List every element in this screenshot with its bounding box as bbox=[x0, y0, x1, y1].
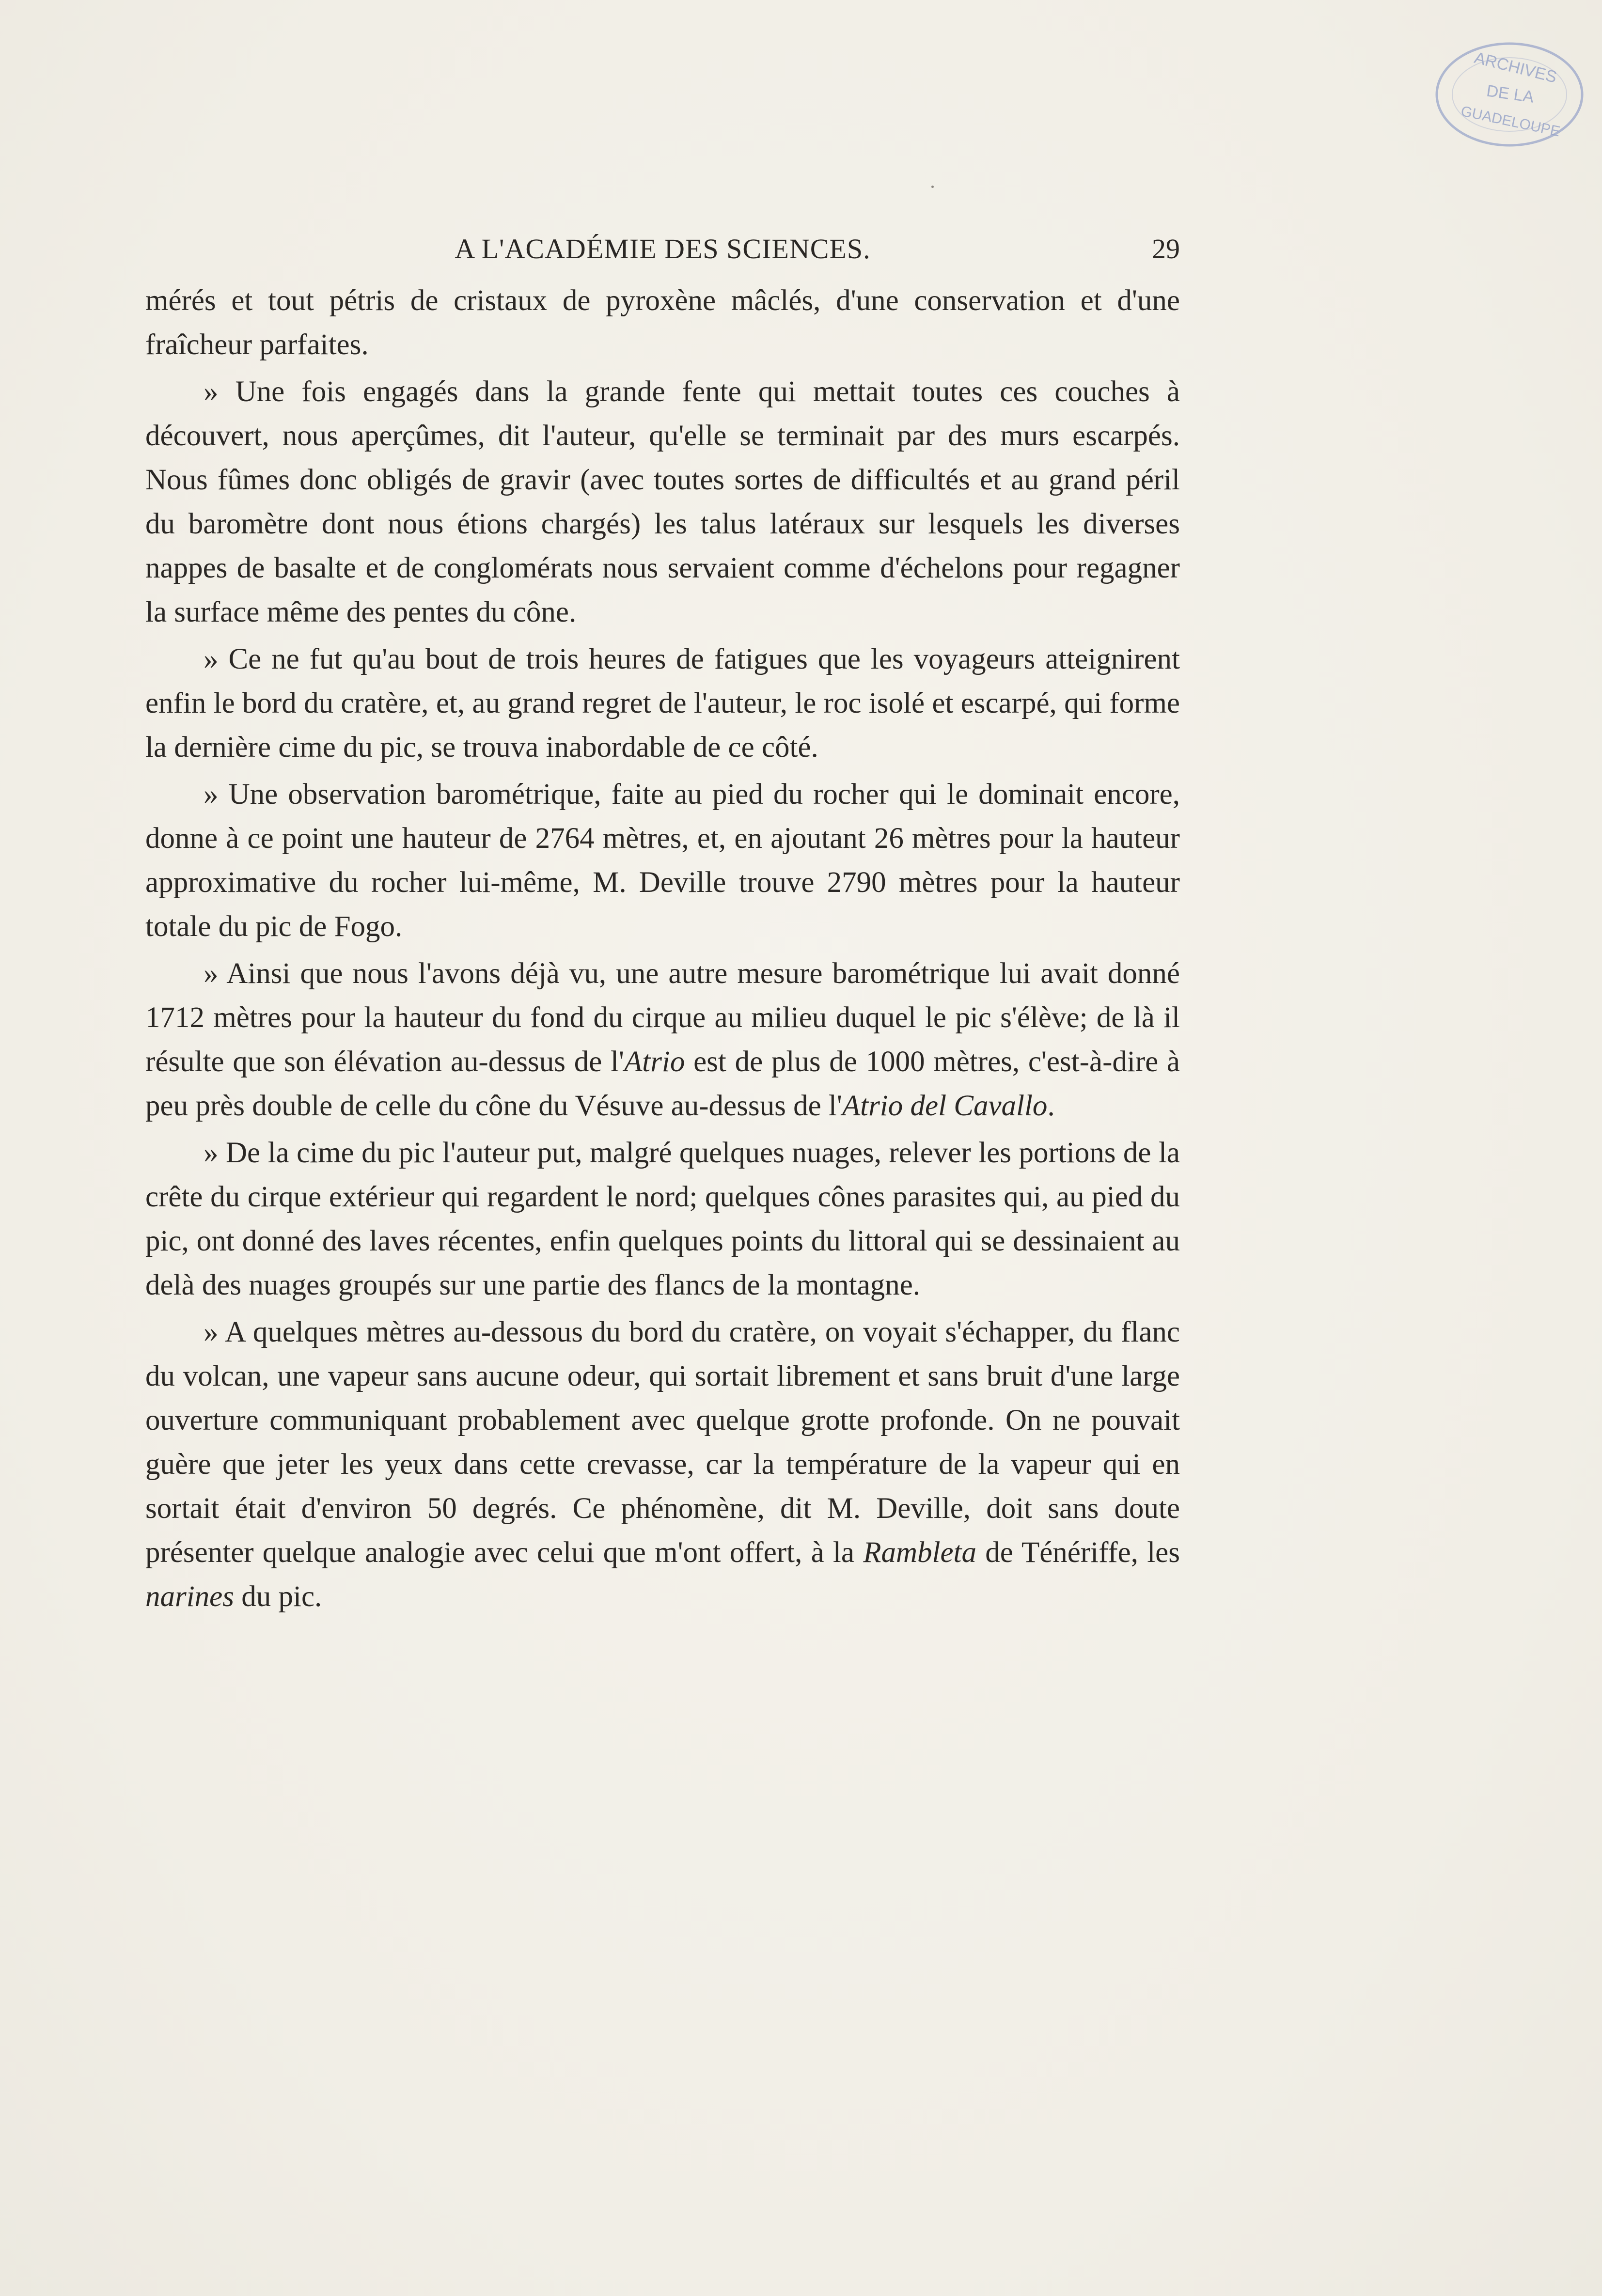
text-run: du pic. bbox=[234, 1580, 322, 1613]
text-run: mérés et tout pétris de cristaux de pyroxène mâclés, d'une conservation et d'une fraîcheur parfaites. bbox=[145, 284, 1180, 361]
stamp-line-3: GUADELOUPE bbox=[1459, 103, 1562, 140]
text-run: » Ce ne fut qu'au bout de trois heures de fatigues que les voyageurs atteignirent enfin le bord du cratère, et, au grand regret de l'auteur, le roc isolé et escarpé, qui forme la dernière cime du pic, se trouva inabordable de ce côté. bbox=[145, 643, 1180, 764]
pencil-mark bbox=[931, 186, 934, 188]
italic-text: narines bbox=[145, 1580, 234, 1613]
paragraph bbox=[145, 772, 1180, 949]
text-run: . bbox=[1047, 1090, 1055, 1122]
stamp-line-1: ARCHIVES bbox=[1472, 48, 1559, 87]
paragraph bbox=[145, 279, 1180, 367]
archives-stamp-icon bbox=[1429, 34, 1589, 155]
italic-text: Atrio del Cavallo bbox=[842, 1090, 1048, 1122]
paragraph bbox=[145, 1310, 1180, 1619]
text-run: » De la cime du pic l'auteur put, malgré quelques nuages, relever les portions de la crête du cirque extérieur qui regardent le nord; quelques cônes parasites qui, au pied du pic, ont donné des laves récentes, enfin quelques points du littoral qui se dessinaient au delà des nuages groupés sur une partie des flancs de la montagne. bbox=[145, 1137, 1180, 1301]
text-run: est de plus de 1000 mètres, c'est-à-dire à peu près double de celle du cône du Vésuve au-dessus de l' bbox=[145, 1046, 1180, 1122]
paragraph bbox=[145, 1131, 1180, 1307]
stamp-line-2: DE LA bbox=[1485, 81, 1535, 107]
italic-text: Rambleta bbox=[863, 1536, 976, 1569]
page-number: 29 bbox=[1152, 233, 1180, 265]
paragraph bbox=[145, 637, 1180, 769]
italic-text: Atrio bbox=[624, 1046, 685, 1078]
page-header bbox=[145, 233, 1180, 271]
text-run: » Une observation barométrique, faite au pied du rocher qui le dominait encore, donne à ce point une hauteur de 2764 mètres, et, en ajoutant 26 mètres pour la hauteur approximative du rocher lui-même, M. Deville trouve 2790 mètres pour la hauteur totale du pic de Fogo. bbox=[145, 778, 1180, 943]
running-head: A L'ACADÉMIE DES SCIENCES. bbox=[455, 233, 871, 265]
text-run: » A quelques mètres au-dessous du bord du cratère, on voyait s'échapper, du flanc du volcan, une vapeur sans aucune odeur, qui sortait librement et sans bruit d'une large ouverture communiquant probablement avec quelque grotte profonde. On ne pouvait guère que jeter les yeux dans cette crevasse, car la température de la vapeur qui en sortait était d'environ 50 degrés. Ce phénomène, dit M. Deville, doit sans doute présenter quelque analogie avec celui que m'ont offert, à la bbox=[145, 1316, 1180, 1569]
paragraph bbox=[145, 370, 1180, 634]
body-text bbox=[145, 279, 1180, 1619]
text-run: » Une fois engagés dans la grande fente qui mettait toutes ces couches à découvert, nous aperçûmes, dit l'auteur, qu'elle se terminait par des murs escarpés. Nous fûmes donc obligés de gravir (avec toutes sortes de difficultés et au grand péril du baromètre dont nous étions chargés) les talus latéraux sur lesquels les diverses nappes de basalte et de conglomérats nous servaient comme d'échelons pour regagner la surface même des pentes du cône. bbox=[145, 375, 1180, 628]
paragraph bbox=[145, 952, 1180, 1128]
text-run: de Ténériffe, les bbox=[976, 1536, 1180, 1569]
text-run: » Ainsi que nous l'avons déjà vu, une autre mesure barométrique lui avait donné 1712 mètres pour la hauteur du fond du cirque au milieu duquel le pic s'élève; de là il résulte que son élévation au-dessus de l' bbox=[145, 957, 1180, 1078]
